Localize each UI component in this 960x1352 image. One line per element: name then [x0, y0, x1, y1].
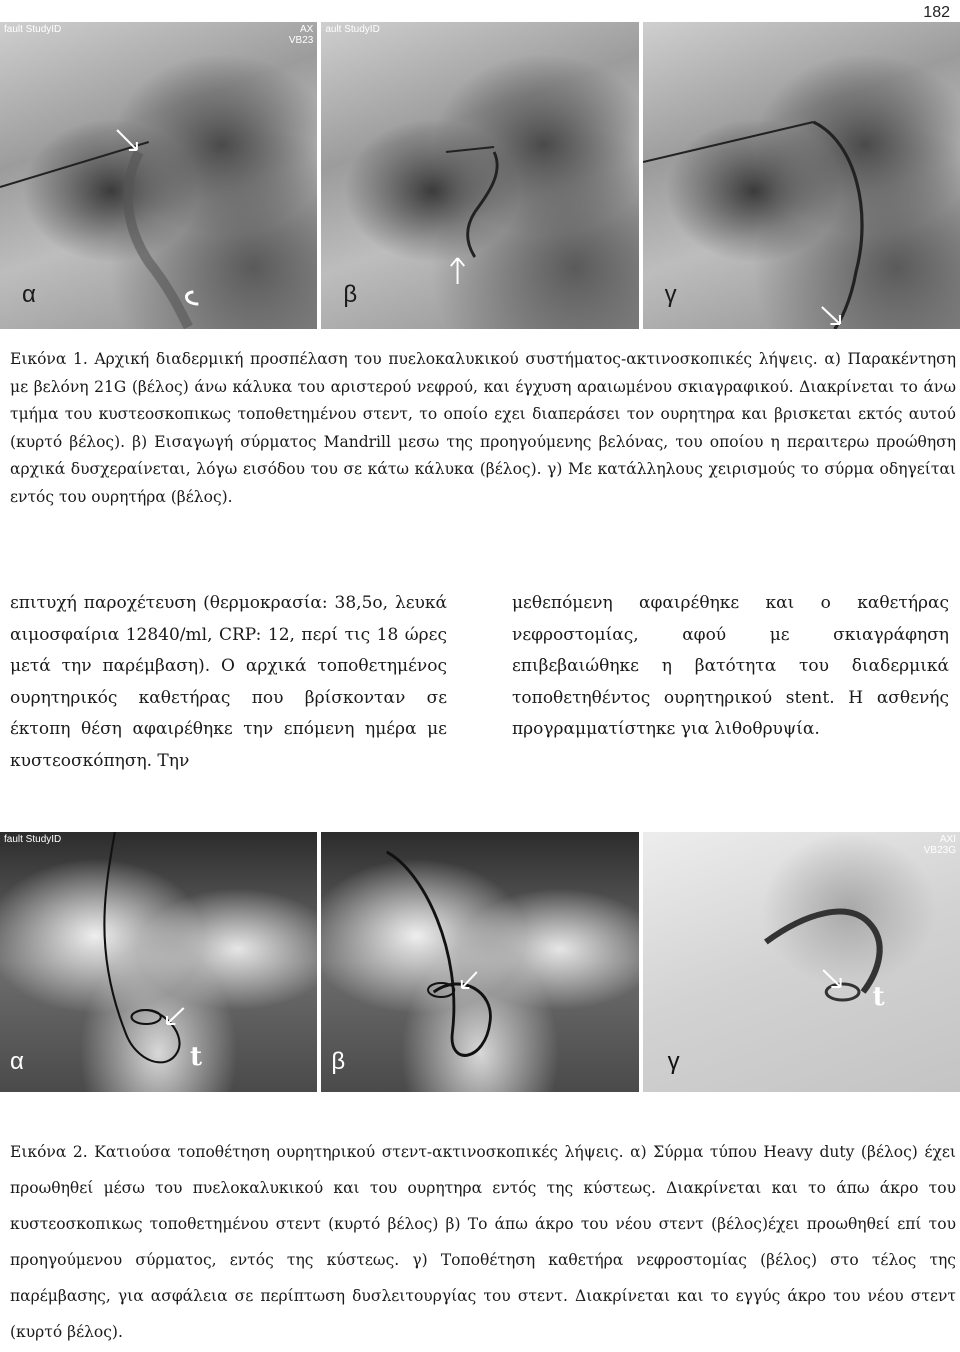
panel-label: β [331, 1048, 346, 1075]
panel-label: β [343, 281, 358, 308]
xray-image-b [321, 22, 638, 329]
arrow-icon [451, 258, 464, 284]
figure-2-caption-text: Κατιούσα τοποθέτηση ουρητηρικού στεντ-ακτινοσκοπικές λήψεις. α) Σύρμα τύπου Heavy duty (βέλος) έχει προωθηθεί μέσω του πυελοκαλυκικού και του ουρητηρα εντός της κύστεως. Διακρίνεται και το άπω άκρο του κυστεοσκοπικως τοποθετημένου στεντ (κυρτό βέλος) β) Το άπω άκρο του νέου στεντ (βέλος)έχει προωθηθεί επί του προηγούμενου σύρματος, εντός της κύστεως. γ) Τοποθέτηση καθετήρα νεφροστομίας (βέλος) στο τέλος της παρέμβασης, για ασφάλεια σε περίπτωση δυσλειτουργίας του στεντ. Διακρίνεται και το εγγύς άκρο του νέου στεντ (κυρτό βέλος). [10, 1143, 956, 1341]
xray-image-a [0, 22, 317, 329]
curved-arrow-marker: t [190, 1042, 203, 1072]
page-number: 182 [923, 4, 950, 21]
panel-label: γ [667, 1048, 680, 1075]
xray-image-c [643, 832, 960, 1092]
overlay-device-id: AXI VB23G [923, 834, 956, 856]
body-text-left-column: επιτυχή παροχέτευση (θερμοκρασία: 38,5o, λευκά αιμοσφαίρια 12840/ml, CRP: 12, περί τις 18 ώρες μετά την παρέμβαση). Ο αρχικά τοποθετημένος ουρητηρικός καθετήρας που βρίσκονταν σε έκτοπη θέση αφαιρέθηκε την επόμενη ημέρα με κυστεοσκόπηση. Την [10, 593, 447, 771]
overlay-study-id: ault StudyID [325, 24, 380, 35]
panel-label: α [10, 1048, 24, 1075]
figure-2-panel-c [643, 832, 960, 1092]
figure-1-images [0, 22, 960, 329]
figure-2-images [0, 832, 960, 1092]
arrow-icon [167, 1008, 184, 1024]
figure-2-panel-a [0, 832, 317, 1092]
figure-1-caption-text: Αρχική διαδερμική προσπέλαση του πυελοκαλυκικού συστήματος-ακτινοσκοπικές λήψεις. α) Παρακέντηση με βελόνη 21G (βέλος) άνω κάλυκα του αριστερού νεφρού, και έγχυση αραιωμένου σκιαγραφικού. Διακρίνεται το άνω τμήμα του κυστεοσκοπικως τοποθετημένου στεντ, το οποίο εχει διαπεράσει τον ουρητηρα και βρισκεται εκτός αυτού (κυρτό βέλος). β) Εισαγωγή σύρματος Mandrill μεσω της προηγούμενης βελόνας, του οποίου η περαιτερω προώθηση αρχικά δυσχεραίνεται, λόγω εισόδου του σε κάτω κάλυκα (βέλος). γ) Με κατάλληλους χειρισμούς το σύρμα οδηγείται εντός του ουρητήρα (βέλος). [10, 350, 956, 506]
figure-1-panel-a [0, 22, 317, 329]
arrow-icon [822, 307, 840, 324]
xray-image-b [321, 832, 638, 1092]
curved-arrow-marker: t [872, 982, 885, 1012]
overlay-device-id: AX VB23 [288, 24, 314, 46]
body-text-right-column: μεθεπόμενη αφαιρέθηκε και ο καθετήρας νεφροστομίας, αφού με σκιαγράφηση επιβεβαιώθηκε η βατότητα του διαδερμικά τοποθετηθέντος ουρητηρικού stent. Η ασθενής προγραμματίστηκε για λιθοθρυψία. [512, 593, 949, 739]
arrow-icon [117, 130, 137, 150]
panel-label: α [22, 281, 36, 308]
figure-2-panel-b [321, 832, 638, 1092]
figure-1-caption [10, 346, 956, 511]
overlay-study-id: fault StudyID [4, 24, 62, 35]
figure-1-panel-c [643, 22, 960, 329]
xray-image-a [0, 832, 317, 1092]
overlay-study-id: fault StudyID [4, 834, 62, 845]
figure-1-label: Εικόνα 1. [10, 350, 88, 368]
figure-2-caption [10, 1134, 956, 1350]
curved-arrow-icon [186, 292, 198, 304]
xray-image-c [643, 22, 960, 329]
figure-2-label: Εικόνα 2. [10, 1143, 88, 1161]
panel-label: γ [664, 281, 677, 308]
figure-1-panel-b [321, 22, 638, 329]
